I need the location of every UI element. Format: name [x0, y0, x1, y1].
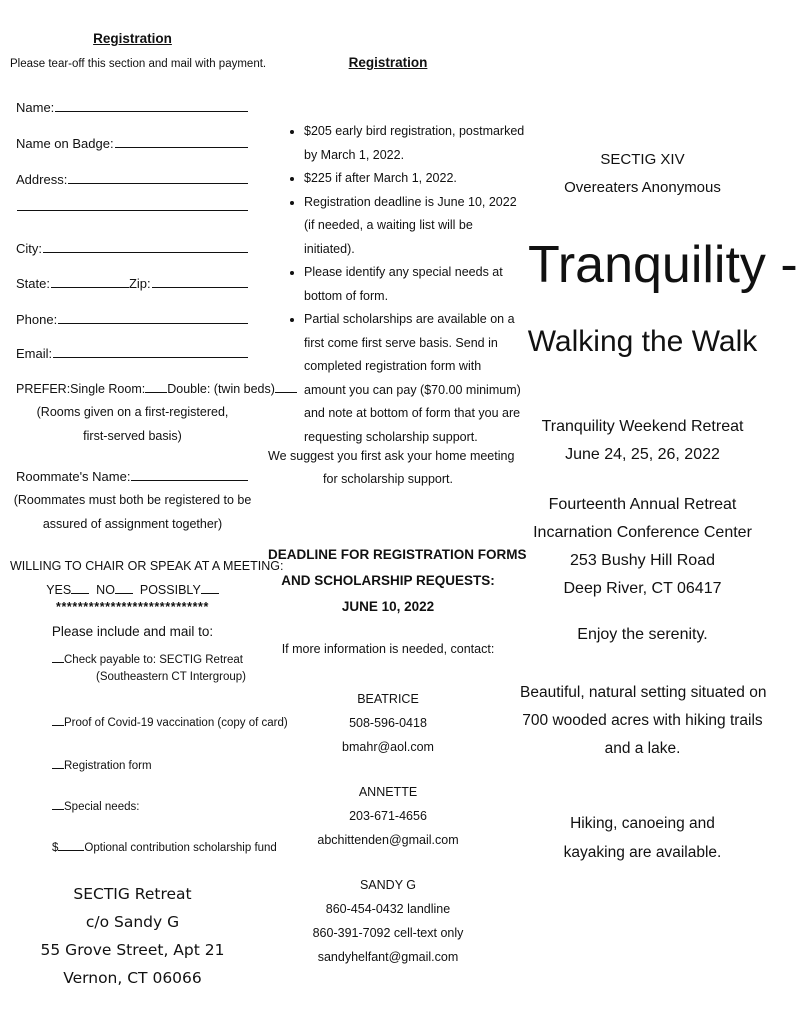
address-line-2[interactable]	[16, 210, 248, 214]
no-label: NO	[96, 583, 115, 597]
activities	[520, 809, 765, 867]
contact-name: BEATRICE	[357, 692, 419, 706]
roommate-line	[131, 480, 248, 481]
registration-form-column	[10, 0, 288, 1024]
no-blank[interactable]	[115, 581, 133, 594]
email-line	[53, 357, 248, 358]
contact-annette	[268, 780, 508, 852]
venue-line: Fourteenth Annual Retreat	[548, 496, 737, 513]
contribution-item[interactable]	[52, 838, 277, 854]
roommate-note-2: assured of assignment together)	[42, 517, 223, 531]
contact-email[interactable]: sandyhelfant@gmail.com	[317, 950, 459, 964]
organization	[520, 146, 765, 202]
contribution-blank[interactable]	[58, 838, 84, 851]
phone-label: Phone:	[16, 312, 58, 327]
roommate-field[interactable]	[16, 469, 248, 484]
badge-line	[115, 147, 248, 148]
willing-options[interactable]	[10, 581, 255, 597]
contact-intro: If more information is needed, contact:	[281, 642, 495, 656]
possibly-blank[interactable]	[201, 581, 219, 594]
venue-line: Incarnation Conference Center	[533, 524, 752, 541]
mail-line-3: 55 Grove Street, Apt 21	[40, 941, 225, 959]
form-blank[interactable]	[52, 756, 64, 769]
zip-label: Zip:	[128, 276, 151, 291]
deadline-line-2: AND SCHOLARSHIP REQUESTS:	[281, 573, 495, 588]
needs-label: Special needs:	[64, 801, 140, 813]
check-label: Check payable to: SECTIG Retreat	[64, 654, 243, 666]
name-field[interactable]	[16, 100, 248, 115]
state-line	[51, 287, 129, 288]
address-label: Address:	[16, 172, 68, 187]
mail-line-2: c/o Sandy G	[85, 913, 180, 931]
possibly-label: POSSIBLY	[139, 583, 201, 597]
contact-name: SANDY G	[359, 878, 417, 892]
suggest-line-1: We suggest you first ask your home meeting	[268, 449, 515, 463]
address-field[interactable]	[16, 172, 248, 187]
single-room-blank[interactable]	[145, 380, 167, 393]
proof-label: Proof of Covid-19 vaccination (copy of card)	[64, 717, 288, 729]
zip-line	[152, 287, 248, 288]
yes-label: YES	[46, 583, 72, 597]
form-title: Registration	[93, 31, 172, 46]
room-preference[interactable]	[16, 380, 297, 396]
deadline-line-3: JUNE 10, 2022	[341, 599, 435, 614]
mail-line-1: SECTIG Retreat	[73, 885, 192, 903]
email-label: Email:	[16, 346, 53, 361]
contact-email[interactable]: bmahr@aol.com	[342, 740, 434, 754]
email-field[interactable]	[16, 346, 248, 361]
dollar-sign: $	[52, 842, 59, 854]
mailing-address	[10, 880, 255, 992]
org-group: Overeaters Anonymous	[564, 179, 721, 196]
setting-line: 700 wooded acres with hiking trails	[522, 712, 763, 729]
state-label: State:	[16, 276, 50, 291]
form-subtitle: Please tear-off this section and mail with payment.	[10, 58, 267, 70]
event-name: Tranquility Weekend Retreat	[541, 418, 744, 435]
retreat-subtitle: Walking the Walk	[527, 325, 758, 358]
org-name: SECTIG XIV	[600, 151, 685, 168]
bullet-item: • Please identify any special needs at bottom of form.	[304, 261, 526, 308]
contact-name: ANNETTE	[358, 785, 418, 799]
cover-column	[520, 0, 798, 1024]
yes-blank[interactable]	[71, 581, 89, 594]
check-item[interactable]	[52, 650, 243, 666]
venue-line: 253 Bushy Hill Road	[570, 552, 715, 569]
mail-line-4: Vernon, CT 06066	[63, 969, 202, 987]
state-zip-field[interactable]	[16, 276, 248, 291]
room-note-1: (Rooms given on a first-registered,	[36, 405, 229, 419]
contact-phone: 508-596-0418	[349, 716, 427, 730]
retreat-title: Tranquility -	[528, 236, 798, 294]
enjoy-line: Enjoy the serenity.	[577, 626, 708, 643]
bullet-item: • $225 if after March 1, 2022.	[304, 167, 526, 191]
stars-divider: ****************************	[55, 600, 209, 614]
needs-item[interactable]	[52, 797, 139, 813]
willing-question: WILLING TO CHAIR OR SPEAK AT A MEETING:	[10, 559, 284, 573]
badge-name-field[interactable]	[16, 136, 248, 151]
bullet-item: • $205 early bird registration, postmarked by March 1, 2022.	[304, 120, 526, 167]
address2-line	[17, 210, 248, 211]
deadline-notice	[268, 542, 527, 620]
contact-phone: 860-454-0432 landline	[325, 902, 451, 916]
contact-phone: 860-391-7092 cell-text only	[312, 926, 464, 940]
bullet-item: • Registration deadline is June 10, 2022 (if needed, a waiting list will be initiated).	[304, 191, 526, 262]
event-details	[520, 413, 765, 469]
city-line	[43, 252, 248, 253]
check-blank[interactable]	[52, 650, 64, 663]
address-line	[68, 183, 248, 184]
phone-line	[58, 323, 248, 324]
form-item[interactable]	[52, 756, 152, 772]
name-line	[55, 111, 248, 112]
phone-field[interactable]	[16, 312, 248, 327]
registration-bullets	[284, 120, 526, 449]
roommate-label: Roommate's Name:	[16, 469, 131, 484]
activities-line: Hiking, canoeing and	[570, 815, 715, 832]
suggest-line-2: for scholarship support.	[323, 472, 453, 486]
setting-line: and a lake.	[604, 740, 681, 757]
setting-description	[520, 679, 765, 763]
name-label: Name:	[16, 100, 55, 115]
info-title: Registration	[348, 55, 428, 70]
activities-line: kayaking are available.	[563, 844, 722, 861]
form-item-label: Registration form	[64, 760, 152, 772]
deadline-line-1: DEADLINE FOR REGISTRATION FORMS	[268, 547, 527, 562]
event-dates: June 24, 25, 26, 2022	[565, 446, 720, 463]
registration-info-column	[268, 0, 527, 1024]
double-room-label: Double: (twin beds)	[167, 382, 275, 396]
needs-blank[interactable]	[52, 797, 64, 810]
city-label: City:	[16, 241, 42, 256]
contact-phone: 203-671-4656	[349, 809, 427, 823]
roommate-note-1: (Roommates must both be registered to be	[13, 493, 252, 507]
proof-blank[interactable]	[52, 713, 64, 726]
contact-email[interactable]: abchittenden@gmail.com	[317, 833, 459, 847]
proof-item[interactable]	[52, 713, 288, 729]
bullet-item: • Partial scholarships are available on a first come first serve basis. Send in completed registration form with amount you can pay ($70.00 minimum) and note at bottom of form that you are requesting scholarship support.	[304, 308, 526, 449]
include-title: Please include and mail to:	[51, 624, 214, 639]
room-note-2: first-served basis)	[83, 429, 182, 443]
city-field[interactable]	[16, 241, 248, 256]
badge-label: Name on Badge:	[16, 136, 114, 151]
contribution-label: Optional contribution scholarship fund	[84, 842, 277, 854]
venue-line: Deep River, CT 06417	[563, 580, 722, 597]
venue-details	[520, 491, 765, 603]
contact-beatrice	[268, 687, 508, 759]
setting-line: Beautiful, natural setting situated on	[520, 684, 767, 701]
check-note: (Southeastern CT Intergroup)	[96, 671, 247, 683]
contact-sandy	[268, 873, 508, 969]
single-room-label: PREFER:Single Room:	[16, 382, 146, 396]
